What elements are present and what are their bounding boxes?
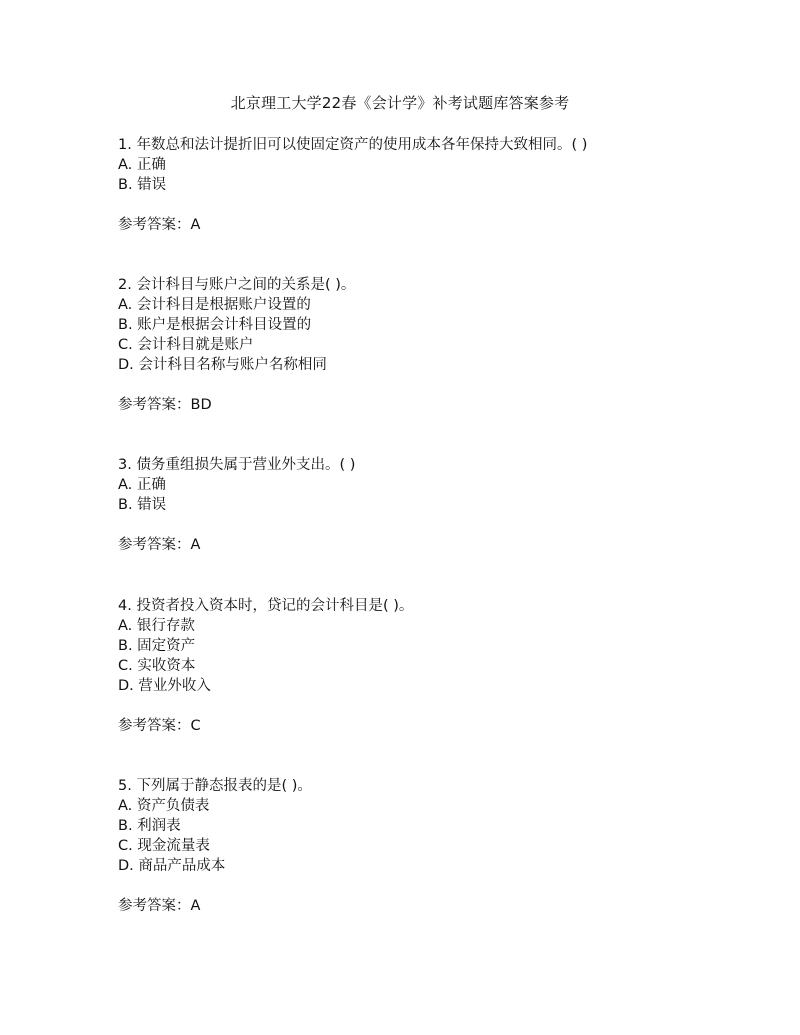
- option-a: A. 资产负债表: [118, 798, 210, 814]
- question-stem: 1. 年数总和法计提折旧可以使固定资产的使用成本各年保持大致相同。( ): [118, 137, 588, 153]
- reference-answer: 参考答案：A: [118, 537, 201, 553]
- option-b: B. 利润表: [118, 818, 181, 834]
- option-b: B. 账户是根据会计科目设置的: [118, 317, 312, 333]
- option-c: C. 会计科目就是账户: [118, 337, 254, 353]
- question-5: [118, 776, 758, 916]
- option-c: C. 实收资本: [118, 658, 196, 674]
- document-title: 北京理工大学22春《会计学》补考试题库答案参考: [230, 94, 570, 112]
- option-a: A. 正确: [118, 477, 166, 493]
- option-list: [118, 616, 758, 696]
- option-a: A. 银行存款: [118, 618, 195, 634]
- option-list: [118, 796, 758, 876]
- option-b: B. 固定资产: [118, 638, 196, 654]
- option-b: B. 错误: [118, 177, 167, 193]
- reference-answer: 参考答案：A: [118, 217, 201, 233]
- option-list: [118, 295, 758, 375]
- question-stem: 5. 下列属于静态报表的是( )。: [118, 778, 312, 794]
- option-d: D. 营业外收入: [118, 678, 211, 694]
- option-list: [118, 475, 758, 515]
- question-2: [118, 275, 758, 415]
- option-b: B. 错误: [118, 497, 167, 513]
- reference-answer: 参考答案：BD: [118, 397, 212, 413]
- question-1: [118, 135, 758, 235]
- question-stem: 4. 投资者投入资本时，贷记的会计科目是( )。: [118, 598, 414, 614]
- option-a: A. 会计科目是根据账户设置的: [118, 297, 311, 313]
- option-list: [118, 155, 758, 195]
- question-4: [118, 596, 758, 736]
- reference-answer: 参考答案：A: [118, 898, 201, 914]
- question-stem: 2. 会计科目与账户之间的关系是( )。: [118, 277, 356, 293]
- reference-answer: 参考答案：C: [118, 718, 201, 734]
- option-d: D. 会计科目名称与账户名称相同: [118, 357, 327, 373]
- option-c: C. 现金流量表: [118, 838, 210, 854]
- question-3: [118, 455, 758, 555]
- question-stem: 3. 债务重组损失属于营业外支出。( ): [118, 457, 356, 473]
- option-d: D. 商品产品成本: [118, 858, 226, 874]
- option-a: A. 正确: [118, 157, 166, 173]
